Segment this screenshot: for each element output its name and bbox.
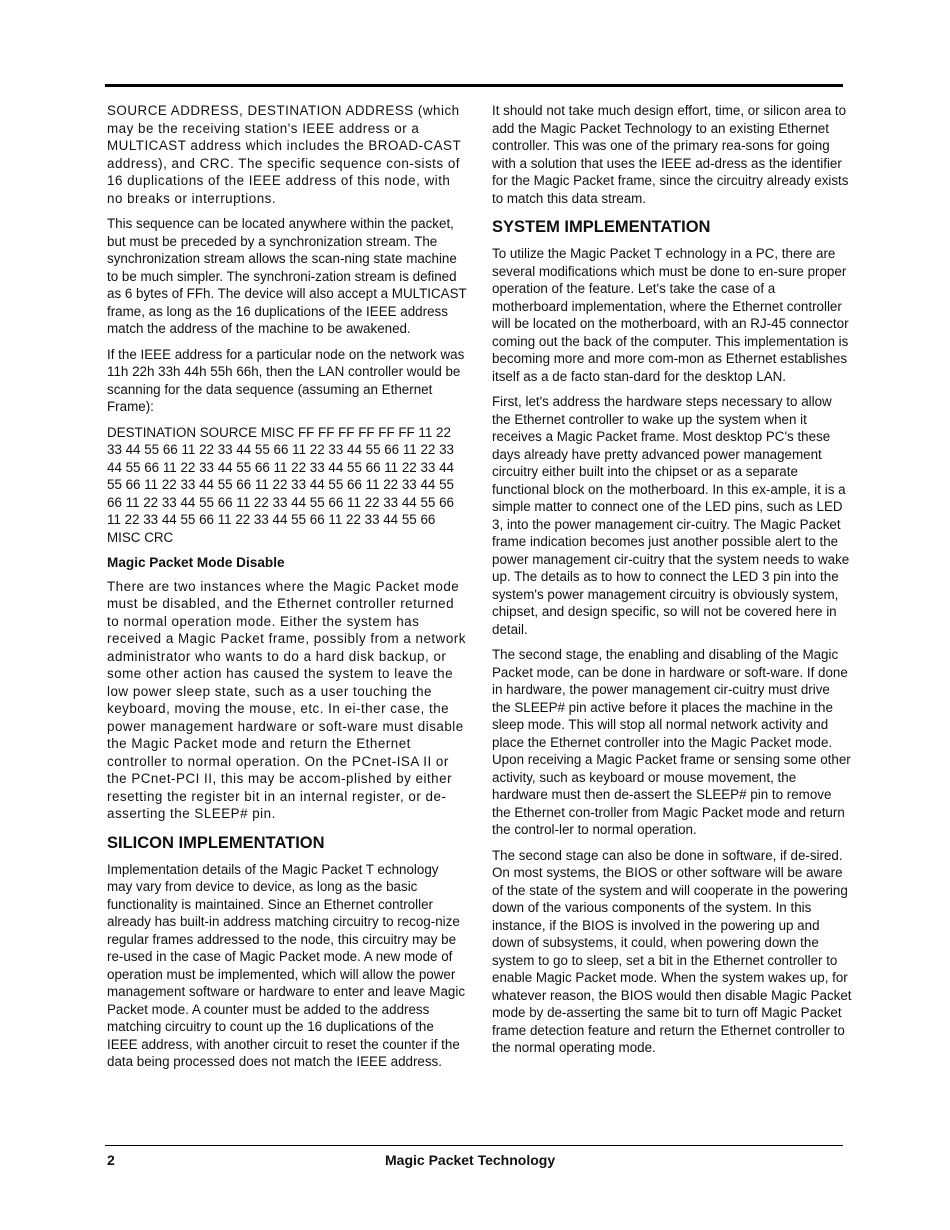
paragraph: There are two instances where the Magic Packet mode must be disabled, and the Ethernet controller returned to normal operation mode. Either the system has received a Magic Packet frame, possibly from a network administrator who wants to do a hard disk backup, or some other action has caused the system to leave the low power sleep state, such as a user touching the keyboard, moving the mouse, etc. In ei-ther case, the power management hardware or soft-ware must disable the Magic Packet mode and return the Ethernet controller to normal operation. On the PCnet-ISA II or the PCnet-PCI II, this may be accom-plished by either resetting the register bit in an internal register, or de-asserting the SLEEP# pin. (107, 578, 466, 821)
left-column (107, 102, 467, 1079)
section-heading: SYSTEM IMPLEMENTATION (492, 218, 711, 236)
paragraph: To utilize the Magic Packet T echnology in a PC, there are several modifications which must be done to en-sure proper operation of the feature. Let's take the case of a motherboard implementation, where the Ethernet controller will be located on the motherboard, with an RJ-45 connector coming out the back of the computer. This implementation is becoming more and more com-mon as Ethernet establishes itself as a de facto stan-dard for the desktop LAN. (492, 246, 849, 384)
hex-sequence: DESTINATION SOURCE MISC FF FF FF FF FF FF 11 22 33 44 55 66 11 22 33 44 55 66 11 22 33 44 55 66 11 22 33 44 55 66 11 22 33 44 55 66 11 22 33 44 55 66 11 22 33 44 55 66 11 22 33 44 55 66 11 22 33 44 55 66 11 22 33 44 55 66 11 22 33 44 55 66 11 22 33 44 55 66 11 22 33 44 55 66 11 22 33 44 55 66 11 22 33 44 55 66 11 22 33 44 55 66 MISC CRC (107, 424, 454, 545)
section-heading: SILICON IMPLEMENTATION (107, 833, 325, 852)
paragraph: Implementation details of the Magic Packet T echnology may vary from device to device, as long as the basic functionality is maintained. Since an Ethernet controller already has built-in address matching circuitry to recog-nize regular frames addressed to the node, this circuitry may be re-used in the case of Magic Packet mode. A new mode of operation must be implemented, which will allow the power management software or hardware to enter and leave Magic Packet mode. A counter must be added to the address matching circuitry to count up the 16 duplications of the IEEE address, with another circuit to reset the counter if the data being processed does not match the IEEE address. (107, 861, 466, 1069)
paragraph: The second stage, the enabling and disabling of the Magic Packet mode, can be done in hardware or soft-ware. If done in hardware, the power management cir-cuitry must drive the SLEEP# pin active before it places the machine in the sleep mode. This will stop all normal network activity and place the Ethernet controller into the Magic Packet mode. Upon receiving a Magic Packet frame or sensing some other activity, such as keyboard or mouse movement, the hardware must then de-assert the SLEEP# pin to remove the Ethernet con-troller from Magic Packet mode and return the control-ler to normal operation. (492, 647, 851, 837)
section-subheading: Magic Packet Mode Disable (107, 555, 285, 570)
paragraph: SOURCE ADDRESS, DESTINATION ADDRESS (which may be the receiving station's IEEE address or a MULTICAST address which includes the BROAD-CAST address), and CRC. The specific sequence con-sists of 16 duplications of the IEEE address of this node, with no breaks or interruptions. (107, 103, 461, 206)
top-rule (105, 84, 843, 87)
paragraph: It should not take much design effort, time, or silicon area to add the Magic Packet Technology to an existing Ethernet controller. This was one of the primary rea-sons for going with a solution that uses the IEEE ad-dress as the identifier for the Magic Packet frame, since the circuitry already exists to match this data stream. (492, 103, 849, 206)
paragraph: This sequence can be located anywhere within the packet, but must be preceded by a synchronization stream. The synchronization stream allows the scan-ning state machine to be much simpler. The synchroni-zation stream is defined as 6 bytes of FFh. The device will also accept a MULTICAST frame, as long as the 16 duplications of the IEEE address match the address of the machine to be awakened. (107, 216, 467, 336)
paragraph: The second stage can also be done in software, if de-sired. On most systems, the BIOS or other software will be aware of the state of the system and will cooperate in the powering down of the various components of the system. In this instance, if the BIOS is involved in the powering up and down of subsystems, it could, when powering down the system to go to sleep, set a bit in the Ethernet controller to enable Magic Packet mode. When the system wakes up, for whatever reason, the BIOS would then disable Magic Packet mode by de-asserting the same bit to turn off Magic Packet frame detection feature and return the Ethernet controller to the normal operating mode. (492, 847, 852, 1055)
page-number: 2 (107, 1152, 115, 1168)
footer-title: Magic Packet Technology (385, 1152, 556, 1168)
paragraph: If the IEEE address for a particular node on the network was 11h 22h 33h 44h 55h 66h, then the LAN controller would be scanning for the data sequence (assuming an Ethernet Frame): (107, 346, 465, 414)
bottom-rule (105, 1145, 843, 1146)
paragraph: First, let's address the hardware steps necessary to allow the Ethernet controller to wake up the system when it receives a Magic Packet frame. Most desktop PC's these days already have pretty advanced power management circuitry either built into the chipset or as a separate functional block on the motherboard. In this ex-ample, it is a simple matter to connect one of the LED pins, such as LED 3, into the power management cir-cuitry. The Magic Packet frame indication becomes just another possible alert to the power management cir-cuitry that the system needs to wake up. The details as to how to connect the LED 3 pin into the system's power management circuitry is obviously system, chipset, and design specific, so will not be covered here in detail. (492, 394, 850, 637)
right-column (492, 102, 852, 1065)
